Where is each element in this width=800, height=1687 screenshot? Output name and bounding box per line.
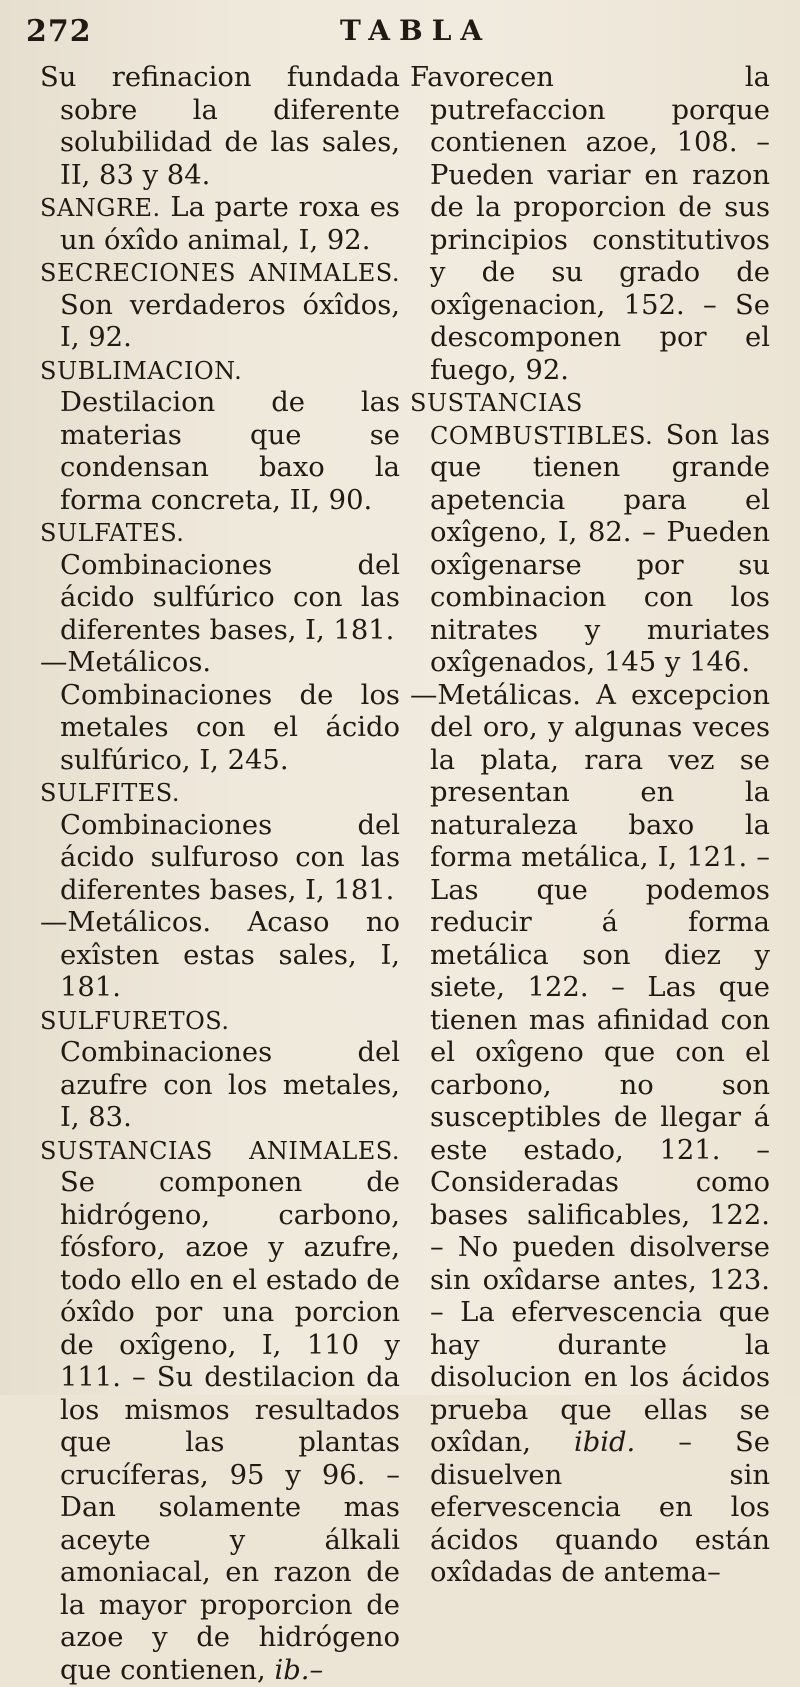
entry-text: —Metálicas. A excepcion del oro, y algunas veces la plata, rara vez se presentan en la naturaleza baxo la forma metálica, I, 121. – Las que podemos reducir á forma metálica son diez y siete, 122. – Las que tienen mas afinidad con el oxîgeno que con el carbono, no son susceptibles de llegar á este estado, 121. – Consideradas como bases salificables, 122. – No pueden disolverse sin oxîdarse antes, 123. – La efervescencia que hay durante la disolucion en los ácidos prueba que ellas se oxîdan, bbox=[410, 680, 770, 1459]
entry-text: Combinaciones del ácido sulfuroso con las diferentes bases, I, 181. bbox=[60, 810, 400, 906]
entry-text: Destilacion de las materias que se condensan baxo la forma concreta, II, 90. bbox=[60, 387, 400, 516]
entry-term: SANGRE. bbox=[40, 194, 161, 222]
entry-text-continued: – Se disuelven sin efervescencia en los ácidos quando están oxîdadas de antema– bbox=[430, 1427, 770, 1588]
index-entry bbox=[40, 1135, 400, 1687]
entry-term: SUBLIMACION. bbox=[40, 357, 242, 385]
right-column bbox=[410, 62, 770, 1590]
index-entry-continued bbox=[410, 62, 770, 387]
index-entry bbox=[410, 387, 770, 680]
index-subentry bbox=[40, 647, 400, 777]
entry-text: La parte roxa es un óxîdo animal, I, 92. bbox=[60, 192, 400, 256]
index-subentry bbox=[410, 680, 770, 1590]
index-entry bbox=[40, 62, 400, 192]
entry-term: SULFURETOS. bbox=[40, 1007, 229, 1035]
running-title: TABLA bbox=[340, 14, 491, 47]
left-column bbox=[40, 62, 400, 1687]
index-entry bbox=[40, 517, 400, 647]
entry-text: Se componen de hidrógeno, carbono, fósforo, azoe y azufre, todo ello en el estado de óxîdo por una porcion de oxîgeno, I, 110 y 111. – Su destilacion da los mismos resultados que las plantas crucíferas, 95 y 96. – Dan solamente mas aceyte y álkali amoniacal, en razon de la mayor proporcion de azoe y de hidrógeno que contienen, bbox=[60, 1167, 400, 1686]
entry-term: SECRECIONES ANIMALES. bbox=[40, 259, 400, 287]
entry-text: —Metálicos. Combinaciones de los metales con el ácido sulfúrico, I, 245. bbox=[40, 647, 400, 776]
entry-term: SUSTANCIAS COMBUSTIBLES. bbox=[410, 389, 653, 450]
page-number: 272 bbox=[26, 14, 92, 49]
index-subentry bbox=[40, 907, 400, 1005]
entry-text: Favorecen la putrefaccion porque contienen azoe, 108. – Pueden variar en razon de la proporcion de sus principios constitutivos y de su grado de oxîgenacion, 152. – Se descomponen por el fuego, 92. bbox=[410, 62, 770, 386]
entry-ibid: ib.– bbox=[274, 1655, 323, 1686]
entry-text: —Metálicos. Acaso no exîsten estas sales, I, 181. bbox=[40, 907, 400, 1003]
entry-term: SUSTANCIAS ANIMALES. bbox=[40, 1137, 400, 1165]
index-entry bbox=[40, 777, 400, 907]
index-entry bbox=[40, 1005, 400, 1135]
index-entry bbox=[40, 257, 400, 355]
entry-text: Su refinacion fundada sobre la diferente solubilidad de las sales, II, 83 y 84. bbox=[40, 62, 400, 191]
entry-term: SULFATES. bbox=[40, 519, 184, 547]
entry-text: Son las que tienen grande apetencia para el oxîgeno, I, 82. – Pueden oxîgenarse por su combinacion con los nitrates y muriates oxîgenados, 145 y 146. bbox=[430, 420, 770, 679]
entry-text: Son verdaderos óxîdos, I, 92. bbox=[60, 290, 400, 354]
running-head bbox=[0, 10, 800, 62]
index-entry bbox=[40, 192, 400, 257]
entry-text: Combinaciones del azufre con los metales, I, 83. bbox=[60, 1037, 400, 1133]
entry-ibid: ibid. bbox=[574, 1427, 635, 1458]
entry-text: Combinaciones del ácido sulfúrico con las diferentes bases, I, 181. bbox=[60, 550, 400, 646]
entry-term: SULFITES. bbox=[40, 779, 180, 807]
index-entry bbox=[40, 355, 400, 518]
